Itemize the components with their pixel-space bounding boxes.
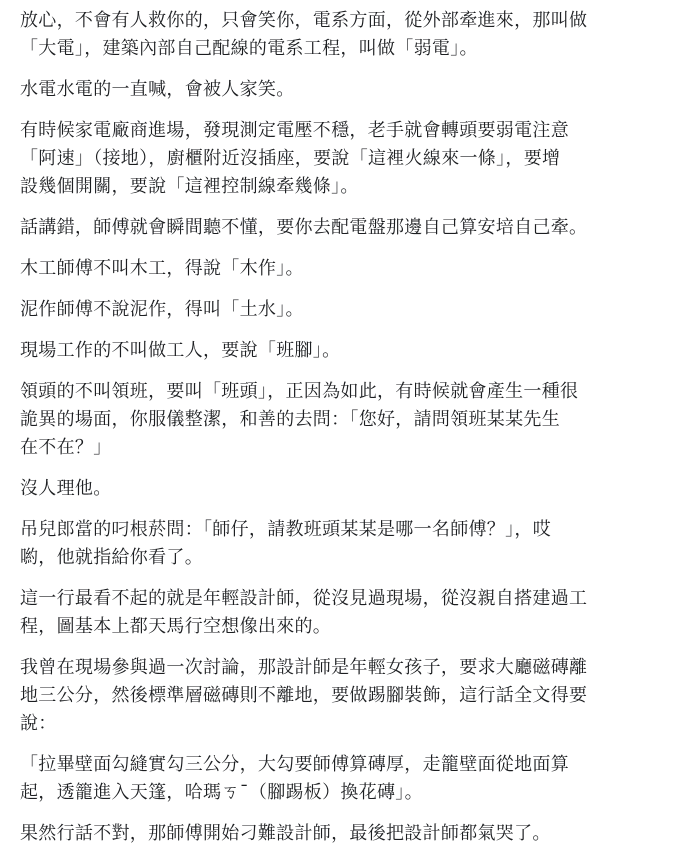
text-line: 詭異的場面，你服儀整潔，和善的去問：「您好，請問領班某某先生 — [20, 409, 560, 430]
paragraph-14 — [20, 820, 661, 848]
text-line: 放心，不會有人救你的，只會笑你，電系方面，從外部牽進來，那叫做 — [20, 10, 588, 31]
text-line: 我曾在現場參與過一次討論，那設計師是年輕女孩子，要求大廳磁磚離 — [20, 657, 588, 678]
text-line: 現場工作的不叫做工人，要說「班腳」。 — [20, 340, 341, 361]
paragraph-2 — [20, 76, 661, 104]
paragraph-13 — [20, 751, 661, 807]
text-line: 泥作師傅不說泥作，得叫「土水」。 — [20, 299, 304, 320]
text-line: 木工師傅不叫木工，得說「木作」。 — [20, 258, 304, 279]
paragraph-6 — [20, 296, 661, 324]
text-line: 喲，他就指給你看了。 — [20, 547, 203, 568]
text-line: 果然行話不對，那師傅開始刁難設計師，最後把設計師都氣哭了。 — [20, 823, 551, 844]
paragraph-11 — [20, 585, 661, 641]
text-line: 領頭的不叫領班，要叫「班頭」，正因為如此，有時候就會產生一種很 — [20, 381, 579, 402]
text-line: 「阿速」（接地），廚櫃附近沒插座，要說「這裡火線來一條」，要增 — [20, 148, 561, 169]
paragraph-1 — [20, 7, 661, 63]
paragraph-9 — [20, 475, 661, 503]
text-line: 「拉畢壁面勾縫實勾三公分，大勾要師傅算磚厚，走籠壁面從地面算 — [20, 754, 569, 775]
text-line: 水電水電的一直喊，會被人家笑。 — [20, 79, 295, 100]
paragraph-8 — [20, 378, 661, 462]
text-line: 地三公分，然後標準層磁磚則不離地，要做踢腳裝飾，這行話全文得要 — [20, 685, 588, 706]
text-line: 吊兒郎當的叼根菸問：「師仔，請教班頭某某是哪一名師傅？」，哎 — [20, 519, 551, 540]
paragraph-3 — [20, 117, 661, 201]
paragraph-5 — [20, 255, 661, 283]
text-line: 在不在？」 — [20, 437, 112, 458]
text-line: 「大電」，建築內部自己配線的電系工程，叫做「弱電」。 — [20, 38, 478, 59]
paragraph-7 — [20, 337, 661, 365]
text-line: 有時候家電廠商進場，發現測定電壓不穩，老手就會轉頭要弱電注意 — [20, 120, 569, 141]
text-line: 起，透籠進入天篷，哈瑪ㄎˉ（腳踢板）換花磚」。 — [20, 782, 423, 803]
text-line: 說： — [20, 713, 57, 734]
paragraph-4 — [20, 214, 661, 242]
paragraph-12 — [20, 654, 661, 738]
text-line: 話講錯，師傅就會瞬間聽不懂，要你去配電盤那邊自己算安培自己牽。 — [20, 217, 588, 238]
text-line: 沒人理他。 — [20, 478, 112, 499]
text-line: 這一行最看不起的就是年輕設計師，從沒見過現場，從沒親自搭建過工 — [20, 588, 588, 609]
text-line: 程，圖基本上都天馬行空想像出來的。 — [20, 616, 332, 637]
paragraph-10 — [20, 516, 661, 572]
text-line: 設幾個開關，要說「這裡控制線牽幾條」。 — [20, 176, 359, 197]
